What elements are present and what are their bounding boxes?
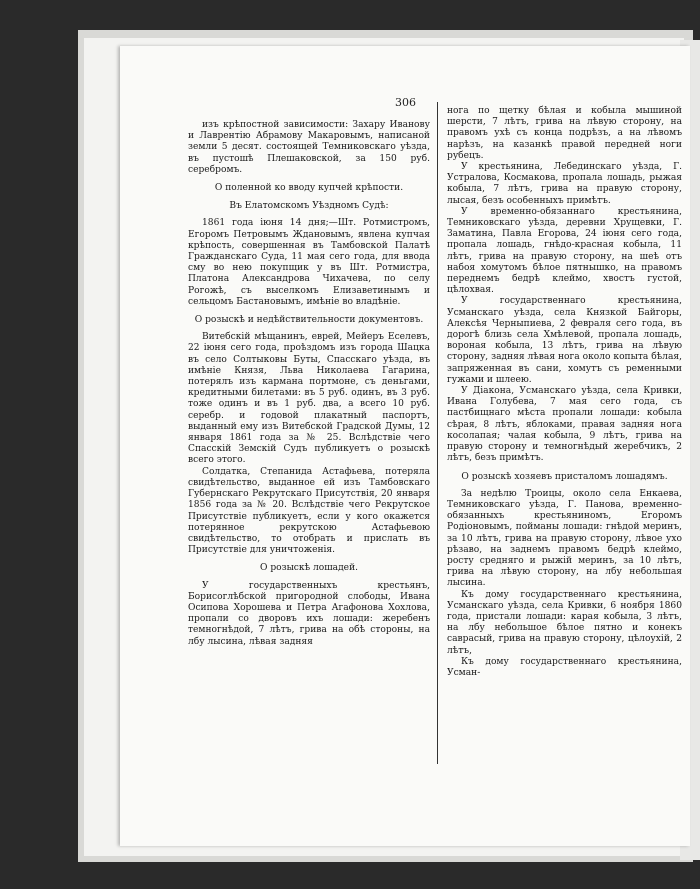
section-heading: О розыскѣ и недѣйствительности документовъ.: [194, 315, 424, 326]
section-heading: О поленной ко вводу купчей крѣпости.: [214, 183, 404, 194]
paragraph: Къ дому государственнаго крестьянина, Усманскаго уѣзда, села Кривки, 6 ноября 1860 года, пристали лошади: карая кобыла, 3 лѣтъ, на лбу небольшое бѣлое пятно и конекъ саврасый, грива на правую сторону, цѣлоухій, 2 лѣтъ,: [447, 589, 682, 656]
paragraph: За недѣлю Троицы, около села Енкаева, Темниковскаго уѣзда, Г. Панова, временно-обязанныхъ крестьяниномъ, Егоромъ Родіоновымъ, пойманы лошади: гнѣдой меринъ, за 10 лѣтъ, грива на правую сторону, лѣвое ухо рѣзаво, на заднемъ правомъ бедрѣ клеймо, росту средняго и рыжій меринъ, за 10 лѣтъ, грива на лѣвую сторону, на лбу небольшая лысина.: [447, 488, 682, 589]
paragraph: 1861 года іюня 14 дня;—Шт. Ротмистромъ, Егоромъ Петровымъ Ждановымъ, явлена купчая крѣпость, совершенная въ Тамбовской Палатѣ Гражданскаго Суда, 11 мая сего года, для ввода сму во нею покупщик у въ Шт. Ротмистра, Платона Александрова Чихачева, по селу Рогожѣ, съ выселкомъ Елизаветинымъ и сельцомъ Бастановымъ, имѣніе во владѣніе.: [188, 218, 430, 307]
paragraph: Витебскій мѣщанинъ, еврей, Мейеръ Еселевъ, 22 іюня сего года, проѣздомъ изъ города Шацка въ село Солтыковы Буты, Спасскаго уѣзда, въ имѣніе Князя, Льва Николаева Гагарина, потерялъ изъ кармана портмоне, съ деньгами, кредитными билетами: въ 5 руб. одинъ, въ 3 руб. тоже одинъ и въ 1 руб. два, а всего 10 руб. серебр. и годовой плакатный паспортъ, выданный ему изъ Витебской Градской Думы, 12 января 1861 года за № 25. Вслѣдствіе чего Спасскій Земскій Судъ публикуетъ о розыскѣ всего этого.: [188, 332, 430, 466]
paragraph: У крестьянина, Лебединскаго уѣзда, Г. Устралова, Космакова, пропала лошадь, рыжая кобыла, 7 лѣтъ, грива на правую сторону, лысая, безъ особенныхъ примѣтъ.: [447, 162, 682, 206]
paragraph: У Діакона, Усманскаго уѣзда, села Кривки, Ивана Голубева, 7 мая сего года, съ пастбищнаго мѣста пропали лошади: кобыла сѣрая, 8 лѣтъ, яблоками, правая задняя нога косолапая; чалая кобыла, 9 лѣтъ, грива на правую сторону и темногнѣдый жеребчикъ, 2 лѣтъ, безъ примѣтъ.: [447, 386, 682, 464]
paragraph: У государственныхъ крестьянъ, Борисоглѣбской пригородной слободы, Ивана Осипова Хорошева и Петра Агафонова Хохлова, пропали со дворовъ ихъ лошади: жеребенъ темногнѣдой, 7 лѣтъ, грива на обѣ стороны, на лбу лысина, лѣвая задняя: [188, 580, 430, 647]
page-number: 306: [395, 96, 416, 109]
paragraph: нога по щетку бѣлая и кобыла мышиной шерсти, 7 лѣтъ, грива на лѣвую сторону, на правомъ ухѣ съ конца подрѣзъ, а на лѣвомъ нарѣзъ, на казанкѣ правой передней ноги рубецъ.: [447, 106, 682, 161]
section-heading: Въ Елатомскомъ Уѣздномъ Судѣ:: [229, 201, 389, 212]
section-heading: О розыскѣ хозяевъ присталомъ лошадямъ.: [461, 471, 668, 482]
paragraph: изъ крѣпостной зависимости: Захару Иванову и Лаврентію Абрамову Макаровымъ, написаной земли 5 десят. состоящей Темниковскаго уѣзда, въ пустошѣ Плешаковской, за 150 руб. серебромъ.: [188, 120, 430, 175]
column-divider: [437, 102, 438, 764]
paragraph: У временно-обязаннаго крестьянина, Темниковскаго уѣзда, деревни Хрущевки, Г. Заматина, Павла Егорова, 24 іюня сего года, пропала лошадь, гнѣдо-красная кобыла, 11 лѣтъ, грива на правую сторону, на шеѣ отъ набоя хомутомъ бѣлое пятнышко, на правомъ переднемъ бедрѣ клеймо, хвостъ густой, цѣлохвая.: [447, 206, 682, 296]
paragraph: У государственнаго крестьянина, Усманскаго уѣзда, села Князкой Байгоры, Алексѣя Черныпиева, 2 февраля сего года, въ дорогѣ близь села Хмѣлевой, пропала лошадь, вороная кобыла, 13 лѣтъ, грива на лѣвую сторону, задняя лѣвая нога около копыта бѣлая, запряженная въ сани, хомутъ съ ременными гужами и шлеею.: [447, 296, 682, 385]
section-heading: О розыскѣ лошадей.: [259, 563, 359, 574]
paragraph: Къ дому государственнаго крестьянина, Усман-: [447, 656, 682, 678]
right-text-column: [447, 106, 682, 679]
paragraph: Солдатка, Степанида Астафьева, потеряла свидѣтельство, выданное ей изъ Тамбовскаго Губернскаго Рекрутскаго Присутствія, 20 января 1856 года за № 20. Вслѣдствіе чего Рекрутское Присутствіе публикуетъ, если у кого окажется потерянное рекрутскою Астафьевою свидѣтельство, то отобрать и прислать въ Присутствіе для уничтоженія.: [188, 466, 430, 556]
book-page: [120, 46, 690, 846]
left-text-column: [188, 120, 430, 648]
